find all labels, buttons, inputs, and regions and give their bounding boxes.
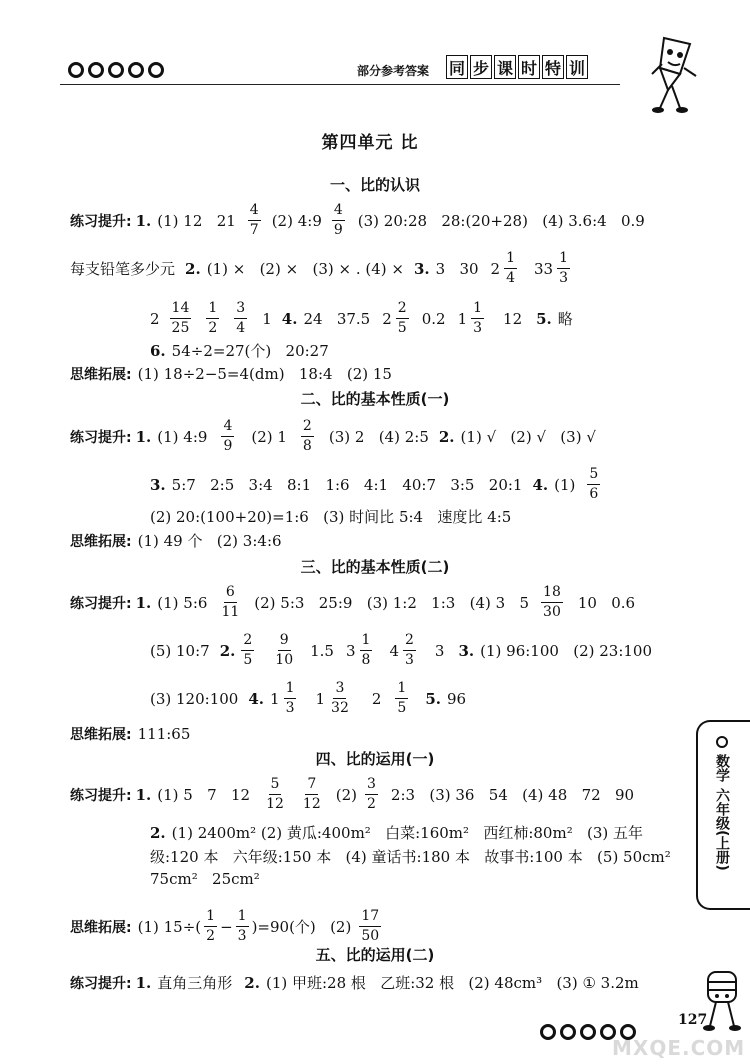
series-title-char: 时 <box>518 55 540 79</box>
circle-icon <box>560 1024 576 1040</box>
answer-line: 75cm² 25cm² <box>150 870 260 888</box>
subject-side-tab <box>696 720 750 910</box>
fraction: $\frac{1}{5}$ <box>397 680 407 716</box>
practice-label: 练习提升: <box>70 429 132 446</box>
answer-line: 思维拓展: 111:65 <box>70 725 191 743</box>
answer-line: 级:120 本 六年级:150 本 (4) 童话书:180 本 故事书:100 本 (5) 50cm² <box>150 848 671 866</box>
series-title-char: 训 <box>566 55 588 79</box>
practice-label: 练习提升: <box>70 975 132 992</box>
answer-line: (5) 10:7 2. $\frac{2}{5}$ $\frac{9}{10}$ 1.5 3 $\frac{1}{8}$ 4 $\frac{2}{3}$ 3 3. (1) 96:100 (2) 23:100 <box>150 632 653 668</box>
page-number: 127 <box>678 1012 708 1028</box>
thinking-label: 思维拓展: <box>70 533 132 550</box>
practice-label: 练习提升: <box>70 595 132 612</box>
answer-line: 练习提升: 1. 直角三角形 2. (1) 甲班:28 根 乙班:32 根 (2) 48cm³ (3) ① 3.2m <box>70 973 639 992</box>
thinking-label: 思维拓展: <box>70 919 132 936</box>
circle-icon <box>108 62 124 78</box>
circle-icon <box>128 62 144 78</box>
thinking-label: 思维拓展: <box>70 367 132 383</box>
answer-line: 思维拓展: (1) 15÷( $\frac{1}{2}$ − $\frac{1}{3}$ )=90(个) (2) $\frac{17}{50}$ <box>70 908 380 944</box>
answer-line: 6. 54÷2=27(个) 20:27 <box>150 341 329 360</box>
practice-label: 练习提升: <box>70 787 132 804</box>
answer-line: 2. (1) 2400m² (2) 黄瓜:400m² 白菜:160m² 西红柿:80m² (3) 五年 <box>150 823 644 842</box>
watermark: MXQE.COM <box>612 1036 746 1060</box>
fraction: $\frac{17}{50}$ <box>361 908 380 944</box>
fraction: $\frac{1}{2}$ <box>206 908 216 944</box>
section-title: 三、比的基本性质(二) <box>300 558 450 576</box>
fraction: $\frac{9}{10}$ <box>275 632 294 668</box>
series-title-char: 课 <box>494 55 516 79</box>
fraction: $\frac{6}{11}$ <box>221 584 240 620</box>
mixed-number: 2 $\frac{2}{5}$ <box>382 300 407 336</box>
fraction: $\frac{4}{9}$ <box>223 418 233 454</box>
fraction: $\frac{2}{8}$ <box>302 418 312 454</box>
practice-label: 练习提升: <box>70 213 132 230</box>
mixed-number: 4 $\frac{2}{3}$ <box>389 632 414 668</box>
answer-line: 3. 5:7 2:5 3:4 8:1 1:6 4:1 40:7 3:5 20:1 4. (1) $\frac{5}{6}$ <box>150 466 599 502</box>
series-title <box>446 55 588 79</box>
side-tab-subject: 数学 <box>714 754 730 782</box>
answer-line: 2 $\frac{14}{25}$ $\frac{1}{2}$ $\frac{3}{4}$ 1 4. 24 37.5 2 $\frac{2}{5}$ 0.2 1 $\frac{1}{3}$ 12 5. 略 <box>150 300 573 336</box>
circle-icon <box>716 736 728 748</box>
answer-line: 每支铅笔多少元 2. (1) × (2) × (3) × . (4) × 3. 3 30 2 $\frac{1}{4}$ 33 $\frac{1}{3}$ <box>70 250 575 287</box>
mixed-number: 33 $\frac{1}{3}$ <box>534 250 569 286</box>
fraction: $\frac{5}{12}$ <box>266 776 284 812</box>
pencil-mascot-icon <box>650 34 700 114</box>
mixed-number: 1 $\frac{3}{32}$ <box>315 680 349 716</box>
circle-icon <box>580 1024 596 1040</box>
fraction: $\frac{14}{25}$ <box>171 300 190 336</box>
mixed-number: 3 $\frac{1}{8}$ <box>345 632 371 668</box>
section-title: 五、比的运用(二) <box>315 946 435 964</box>
header-circles <box>68 62 164 78</box>
series-title-char: 特 <box>542 55 564 79</box>
side-tab-grade: 六年级(上册) <box>714 788 730 871</box>
circle-icon <box>88 62 104 78</box>
answer-line: 思维拓展: (1) 49 个 (2) 3:4:6 <box>70 532 282 550</box>
header-divider <box>60 84 620 85</box>
mixed-number: 1 $\frac{1}{3}$ <box>270 680 295 716</box>
fraction: $\frac{3}{4}$ <box>236 300 246 336</box>
answer-line: 练习提升: 1. (1) 5 7 12 $\frac{5}{12}$ $\frac{7}{12}$ (2) $\frac{3}{2}$ 2:3 (3) 36 54 (4) 48 72 90 <box>70 776 635 812</box>
header-label: 部分参考答案 <box>357 64 430 78</box>
answer-line: (2) 20:(100+20)=1:6 (3) 时间比 5:4 速度比 4:5 <box>150 508 512 526</box>
thinking-label: 思维拓展: <box>70 727 132 743</box>
answer-line: (3) 120:100 4. 1 $\frac{1}{3}$ 1 $\frac{3}{32}$ 2 $\frac{1}{5}$ 5. 96 <box>150 680 467 716</box>
fraction: $\frac{1}{3}$ <box>237 908 247 944</box>
fraction: $\frac{7}{12}$ <box>302 776 321 812</box>
circle-icon <box>148 62 164 78</box>
mixed-number: 1 $\frac{1}{3}$ <box>457 300 483 336</box>
mixed-number: 2 $\frac{1}{4}$ <box>490 250 516 286</box>
fraction: $\frac{2}{5}$ <box>243 632 253 668</box>
series-title-char: 同 <box>446 55 468 79</box>
unit-title: 第四单元 比 <box>321 133 419 153</box>
answer-line: 练习提升: 1. (1) 12 21 $\frac{4}{7}$ (2) 4:9 $\frac{4}{9}$ (3) 20:28 28:(20+28) (4) 3.6:4 0.9 <box>70 202 645 238</box>
fraction: $\frac{4}{7}$ <box>249 202 259 238</box>
fraction: $\frac{4}{9}$ <box>333 202 343 238</box>
fraction: $\frac{1}{2}$ <box>208 300 218 336</box>
section-title: 一、比的认识 <box>329 176 420 194</box>
circle-icon <box>540 1024 556 1040</box>
fraction: $\frac{5}{6}$ <box>589 466 599 502</box>
section-title: 四、比的运用(一) <box>315 750 435 768</box>
fraction: $\frac{18}{30}$ <box>543 584 561 620</box>
answer-line: 练习提升: 1. (1) 5:6 $\frac{6}{11}$ (2) 5:3 25:9 (3) 1:2 1:3 (4) 3 5 $\frac{18}{30}$ 10 0.6 <box>70 584 636 620</box>
section-title: 二、比的基本性质(一) <box>300 390 450 408</box>
fraction: $\frac{3}{2}$ <box>367 776 376 812</box>
series-title-char: 步 <box>470 55 492 79</box>
answer-line: 练习提升: 1. (1) 4:9 $\frac{4}{9}$ (2) 1 $\frac{2}{8}$ (3) 2 (4) 2:5 2. (1) √ (2) √ (3) √ <box>70 418 596 454</box>
answer-line: 思维拓展: (1) 18÷2−5=4(dm) 18:4 (2) 15 <box>70 365 392 383</box>
circle-icon <box>68 62 84 78</box>
